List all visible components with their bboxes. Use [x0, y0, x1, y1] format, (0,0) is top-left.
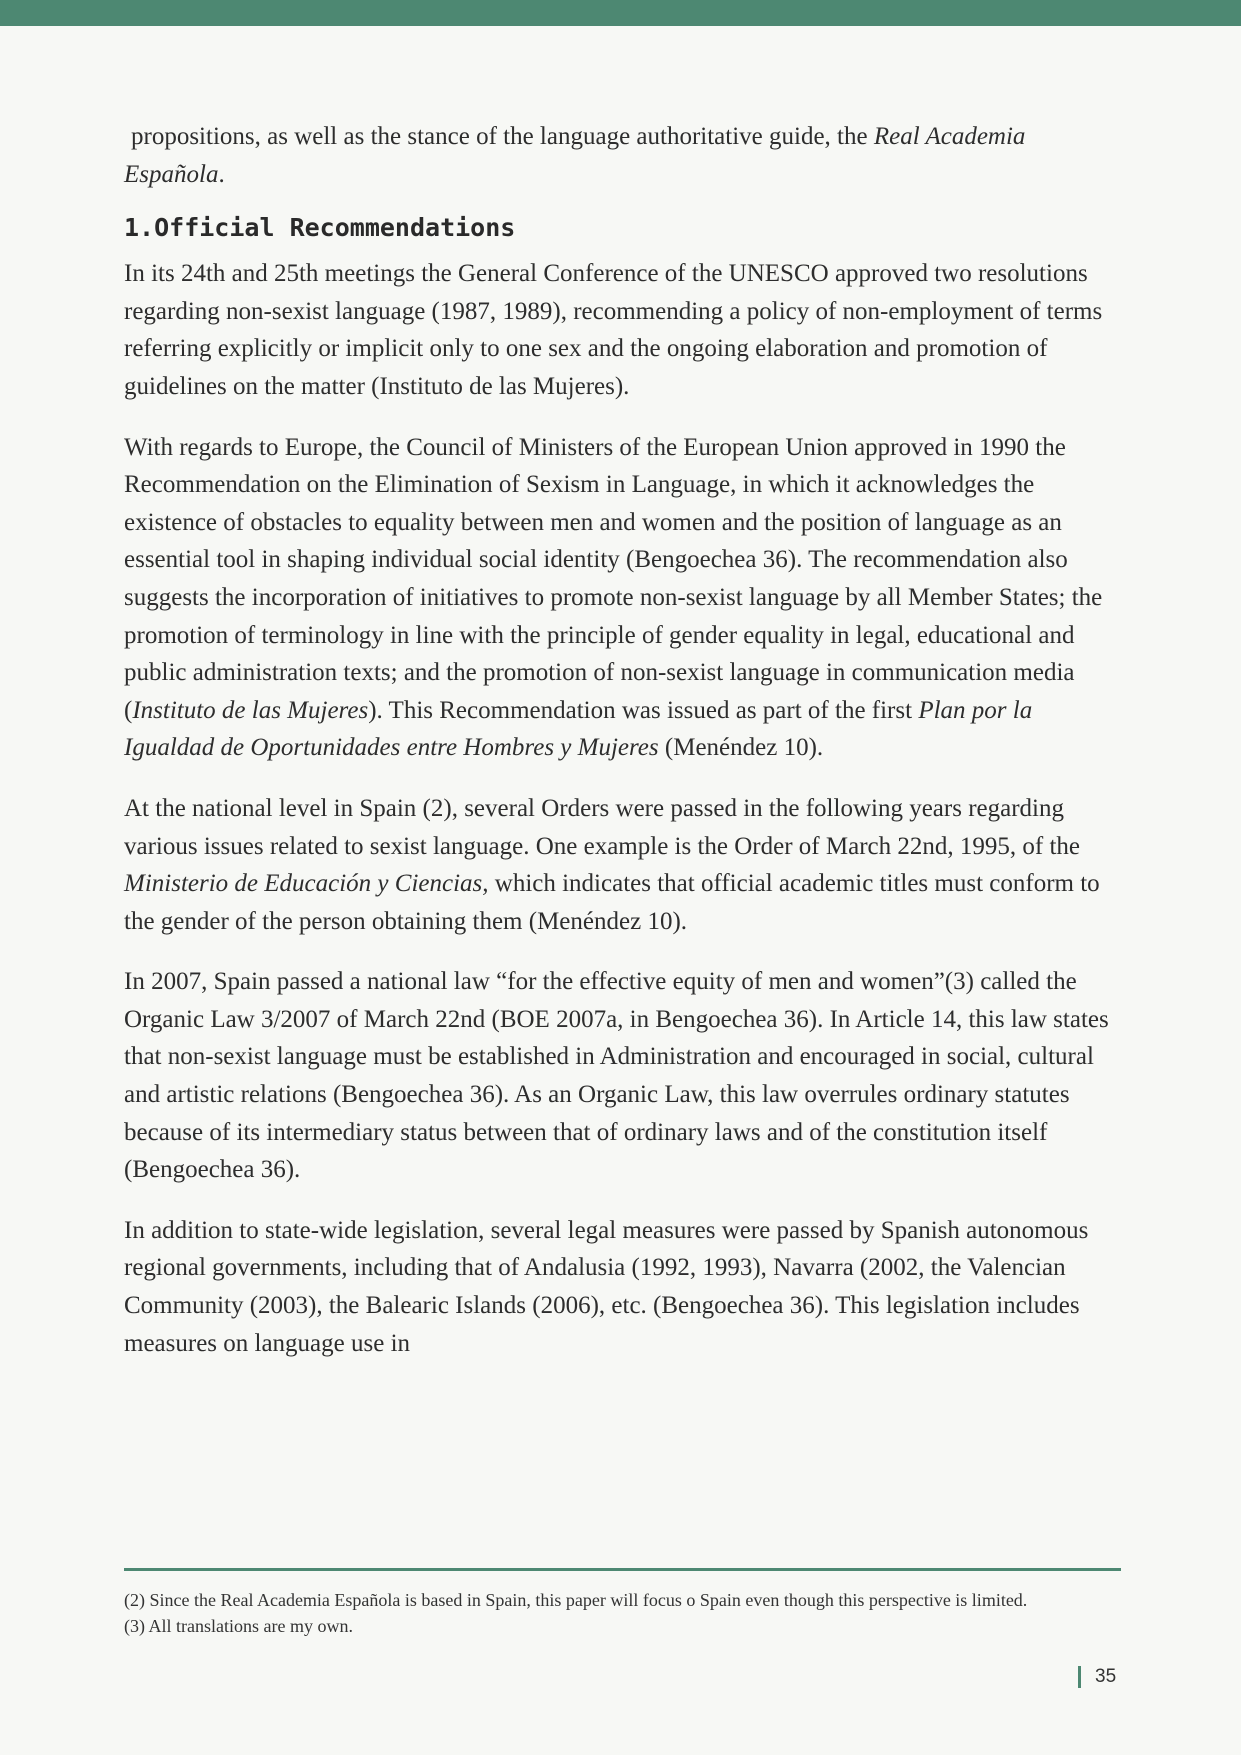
intro-paragraph: [124, 118, 1124, 193]
page-number-text: 35: [1095, 1666, 1117, 1687]
page-body: [124, 118, 1124, 1385]
paragraph-europe-text-c: ). This Recommendation was issued as part of the first: [368, 696, 919, 724]
paragraph-spain-national: [124, 790, 1124, 940]
intro-text: propositions, as well as the stance of the language authoritative guide, the: [131, 123, 874, 150]
paragraph-europe-italic-b: Instituto de las Mujeres: [132, 696, 369, 724]
intro-end: .: [218, 160, 225, 188]
paragraph-europe-italic-d: Plan por la Igualdad de Oportunidades entre Hombres y Mujeres: [124, 696, 1033, 762]
page-number: [1078, 1665, 1116, 1689]
section-heading: 1.Official Recommendations: [124, 213, 516, 243]
footnote-3: (3) All translations are my own.: [124, 1616, 353, 1636]
footnote-divider: [124, 1568, 1121, 1571]
paragraph-regional: In addition to state-wide legislation, several legal measures were passed by Spanish autonomous regional governments, including that of Andalusia (1992, 1993), Navarra (2002, the Valencian Community (2003), the Balearic Islands (2006), etc. (Bengoechea 36). This legislation includes measures on language use in: [124, 1216, 1089, 1357]
paragraph-spain-text-a: At the national level in Spain (2), several Orders were passed in the following years regarding various issues related to sexist language. One example is the Order of March 22nd, 1995, of the: [124, 794, 1080, 860]
paragraph-spain-italic-b: Ministerio de Educación y Ciencias,: [124, 870, 489, 898]
paragraph-europe-text-e: (Menéndez 10).: [658, 734, 824, 762]
page-number-bar: [1078, 1666, 1081, 1688]
intro-italic: Real Academia Española: [124, 123, 1026, 188]
paragraph-europe-text-a: With regards to Europe, the Council of Ministers of the European Union approved in 1990 the Recommendation on the Elimination of Sexism in Language, in which it acknowledges the existence of obstacles to equality between men and women and the position of language as an essential tool in shaping individual social identity (Bengoechea 36). The recommendation also suggests the incorporation of initiatives to promote non-sexist language by all Member States; the promotion of terminology in line with the principle of gender equality in legal, educational and public administration texts; and the promotion of non-sexist language in communication media (: [124, 433, 1103, 724]
header-accent-bar: [0, 0, 1241, 26]
footnote-2: (2) Since the Real Academia Española is based in Spain, this paper will focus o Spain even though this perspective is limited.: [124, 1590, 1028, 1610]
footnotes: [124, 1587, 1124, 1639]
paragraph-unesco: In its 24th and 25th meetings the General Conference of the UNESCO approved two resolutions regarding non-sexist language (1987, 1989), recommending a policy of non-employment of terms referring explicitly or implicit only to one sex and the ongoing elaboration and promotion of guidelines on the matter (Instituto de las Mujeres).: [124, 260, 1103, 400]
paragraph-organic-law: In 2007, Spain passed a national law “for the effective equity of men and women”(3) called the Organic Law 3/2007 of March 22nd (BOE 2007a, in Bengoechea 36). In Article 14, this law states that non-sexist language must be established in Administration and encouraged in social, cultural and artistic relations (Bengoechea 36). As an Organic Law, this law overrules ordinary statutes because of its intermediary status between that of ordinary laws and of the constitution itself (Bengoechea 36).: [124, 968, 1109, 1184]
paragraph-spain-text-c: which indicates that official academic titles must conform to the gender of the person obtaining them (Menéndez 10).: [124, 870, 1100, 935]
paragraph-europe: [124, 429, 1124, 767]
